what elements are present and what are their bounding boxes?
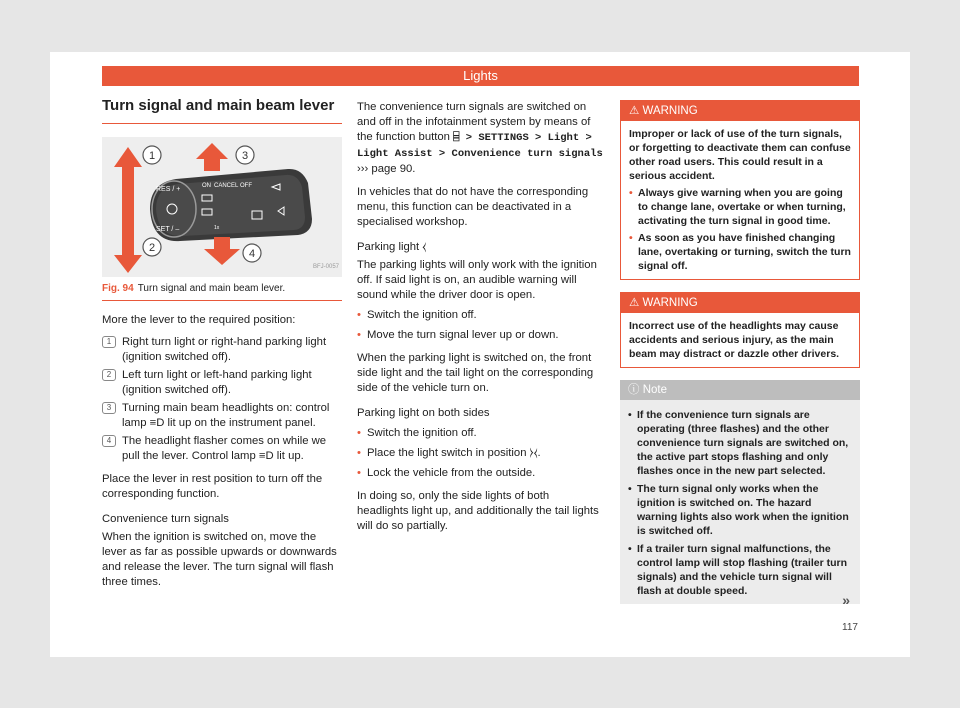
note-header (620, 380, 860, 400)
callout-4: 4 (248, 248, 256, 260)
step-item (102, 335, 342, 365)
lever-illustration (102, 137, 342, 277)
bullet-dot-icon: • (357, 309, 361, 321)
note-bullet-text: If a trailer turn signal malfunctions, the control lamp will stop flashing (trailer turn signals) and the vehicle turn signal will flash at double speed. (637, 543, 848, 597)
bullet-item (357, 466, 603, 481)
note-title: Note (642, 384, 667, 396)
lever-label-off: OFF (240, 183, 252, 189)
convenience-heading: Convenience turn signals (102, 513, 229, 525)
warning-header (621, 101, 859, 121)
warning-header (621, 293, 859, 313)
column-right (620, 100, 860, 604)
step-text: Left turn light or left-hand parking light (ignition switched off). (122, 369, 312, 396)
parking-light-heading: Parking light ⧼ (357, 241, 427, 253)
note-box (620, 380, 860, 604)
note-body (620, 400, 860, 604)
convenience-menu-intro: The convenience turn signals are switched on and off in the infotainment system by means of the function button (357, 101, 591, 143)
step-text: Right turn light or right-hand parking light (ignition switched off). (122, 336, 327, 363)
warning-body (621, 121, 859, 279)
warning-triangle-icon: ⚠ (629, 297, 643, 309)
callout-2: 2 (148, 242, 156, 254)
step-number: 4 (102, 435, 116, 447)
both-sides-text: In doing so, only the side lights of both headlights light up, and additionally the tail lights will do so partially. (357, 490, 599, 532)
column-middle (357, 100, 603, 534)
lever-label-set: SET / – (156, 226, 180, 233)
step-text: The headlight flasher comes on while we pull the lever. Control lamp ≡D lit up. (122, 435, 327, 462)
convenience-menu-paragraph (357, 100, 603, 177)
bullet-text: Move the turn signal lever up or down. (367, 329, 559, 341)
bullet-item (357, 446, 603, 461)
step-number: 1 (102, 336, 116, 348)
warning-box-turn-signals (620, 100, 860, 280)
note-bullet (628, 542, 852, 598)
info-icon: ⓘ (628, 384, 643, 396)
figure-caption-text: Turn signal and main beam lever. (137, 283, 286, 294)
both-sides-heading: Parking light on both sides (357, 407, 490, 419)
steps-list (102, 335, 342, 464)
bullet-item (357, 308, 603, 323)
page-number: 117 (842, 622, 858, 633)
bullet-dot-icon: • (357, 427, 361, 439)
manual-page (50, 52, 910, 657)
step-item (102, 368, 342, 398)
figure-caption (102, 281, 342, 301)
workshop-text: In vehicles that do not have the corresponding menu, this function can be deactivated in a specialised workshop. (357, 186, 589, 228)
note-bullet-text: If the convenience turn signals are operating (three flashes) and the other convenience turn signals are switched on, the active part stops flashing and only flashes once in the new part selected. (637, 409, 849, 477)
step-item (102, 401, 342, 431)
bullet-item (357, 328, 603, 343)
callout-3: 3 (241, 150, 249, 162)
figure-code: BFJ-0057 (312, 264, 339, 270)
continue-mark-icon: » (842, 592, 850, 608)
bullet-text: Lock the vehicle from the outside. (367, 467, 536, 479)
section-title: Turn signal and main beam lever (102, 96, 342, 124)
bullet-dot-icon: • (628, 409, 632, 421)
lever-label-1x: 1x (214, 225, 220, 231)
bullet-dot-icon: • (629, 232, 633, 244)
warning-bullet (629, 186, 851, 228)
warning-bullet-text: As soon as you have finished changing lane, overtaking or turning, switch the turn signal off. (638, 232, 851, 272)
bullet-dot-icon: • (357, 447, 361, 459)
bullet-dot-icon: • (628, 483, 632, 495)
rest-position-text: Place the lever in rest position to turn off the corresponding function. (102, 473, 323, 500)
chapter-header: Lights (102, 66, 859, 86)
warning-title: WARNING (642, 297, 698, 309)
intro-text: More the lever to the required position: (102, 314, 296, 326)
warning-title: WARNING (642, 105, 698, 117)
convenience-text: When the ignition is switched on, move the lever as far as possible upwards or downwards and release the lever. The turn signal will flash three times. (102, 531, 337, 588)
column-left (102, 96, 342, 590)
lever-label-res: RES / + (156, 186, 181, 193)
step-number: 2 (102, 369, 116, 381)
warning-bullet (629, 231, 851, 273)
warning-body: Incorrect use of the headlights may cause accidents and serious injury, as the main beam may distract or dazzle other drivers. (629, 320, 840, 360)
bullet-dot-icon: • (629, 187, 633, 199)
note-bullet (628, 408, 852, 478)
warning-box-headlights (620, 292, 860, 368)
warning-intro: Improper or lack of use of the turn signals, or forgetting to deactivate them can confuse other road users. This could result in a serious accident. (629, 128, 851, 182)
warning-triangle-icon: ⚠ (629, 105, 643, 117)
bullet-text: Switch the ignition off. (367, 309, 477, 321)
bullet-dot-icon: • (357, 467, 361, 479)
warning-bullet-text: Always give warning when you are going to change lane, overtake or when turning, activating the turn signal in good time. (638, 187, 846, 227)
settings-menu-path: ⌸ > SETTINGS > Light > Light Assist > Convenience turn signals (357, 132, 603, 160)
bullet-text: Switch the ignition off. (367, 427, 477, 439)
parking-light-on-text: When the parking light is switched on, the front side light and the tail light on the corresponding side of the vehicle turn on. (357, 352, 594, 394)
step-item (102, 434, 342, 464)
step-text: Turning main beam headlights on: control lamp ≡D lit up on the instrument panel. (122, 402, 330, 429)
lever-label-on: ON (202, 183, 211, 189)
bullet-dot-icon: • (357, 329, 361, 341)
figure-label: Fig. 94 (102, 283, 134, 294)
note-bullet (628, 482, 852, 538)
note-bullet-text: The turn signal only works when the ignition is switched on. The hazard warning lights also work when the ignition is switched off. (637, 483, 849, 537)
bullet-dot-icon: • (628, 543, 632, 555)
bullet-item (357, 426, 603, 441)
callout-1: 1 (148, 150, 156, 162)
lever-label-cancel: CANCEL (214, 183, 239, 189)
step-number: 3 (102, 402, 116, 414)
parking-light-text: The parking lights will only work with the ignition off. If said light is on, an audible warning will sound while the driver door is open. (357, 259, 597, 301)
page-reference-link[interactable]: ››› page 90. (357, 163, 416, 175)
bullet-text: Place the light switch in position ⧽⧼. (367, 447, 541, 459)
lever-figure (102, 137, 342, 277)
